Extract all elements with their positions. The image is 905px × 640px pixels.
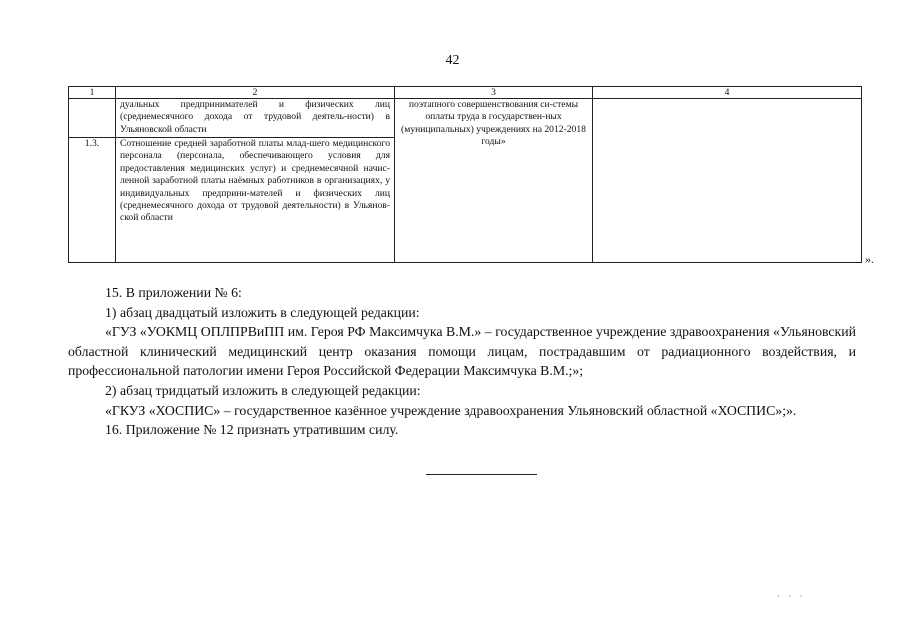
table-row — [69, 99, 862, 138]
page-number: 42 — [445, 53, 460, 68]
paragraph: «ГКУЗ «ХОСПИС» – государственное казённое учреждение здравоохранения Ульяновский областной «ХОСПИС»;». — [105, 402, 797, 418]
table-header-cell: 4 — [593, 87, 862, 99]
amendment-text — [68, 283, 856, 440]
indicator-cell: дуальных предпринимателей и физических лиц (среднемесячного дохода от трудовой деятель-ности) в Ульяновской области — [116, 99, 395, 138]
scan-speck: · · · — [777, 591, 806, 601]
table-header-row — [69, 87, 862, 99]
paragraph: 16. Приложение № 12 признать утратившим силу. — [105, 422, 399, 438]
table-header-cell: 1 — [69, 87, 116, 99]
end-separator-line — [426, 474, 537, 475]
paragraph: «ГУЗ «УОКМЦ ОПЛПРВиПП им. Героя РФ Максимчука В.М.» – государственное учреждение здравоохранения «Ульяновский областной клинический медицинский центр оказания помощи лицам, пострадавшим от радиационного воздействия, и профессиональной патологии имени Героя Российской Федерации Максимчука В.М.;»; — [68, 324, 856, 379]
paragraph: 2) абзац тридцатый изложить в следующей редакции: — [105, 382, 421, 398]
table-header-cell: 3 — [395, 87, 593, 99]
paragraph: 1) абзац двадцатый изложить в следующей редакции: — [105, 304, 420, 320]
table-closing-quote: ». — [865, 252, 874, 266]
row-number-cell — [69, 99, 116, 138]
continuation-table — [68, 86, 862, 263]
note-cell — [593, 99, 862, 263]
source-cell: поэтапного совершенствования си-стемы оплаты труда в государствен-ных (муниципальных) учреждениях на 2012-2018 годы» — [395, 99, 593, 263]
paragraph: 15. В приложении № 6: — [105, 285, 242, 300]
row-number-cell: 1.3. — [69, 138, 116, 263]
table-header-cell: 2 — [116, 87, 395, 99]
indicator-cell: Сотношение средней заработной платы млад-шего медицинского персонала (персонала, обеспечивающего условия для предоставления медицинских услуг) и среднемесячной начис-ленной заработной платы наёмных работников в организациях, у индивидуальных предприни-мателей и физических лиц (среднемесячного дохода от трудовой деятельности) в Ульянов-ской области — [116, 138, 395, 263]
